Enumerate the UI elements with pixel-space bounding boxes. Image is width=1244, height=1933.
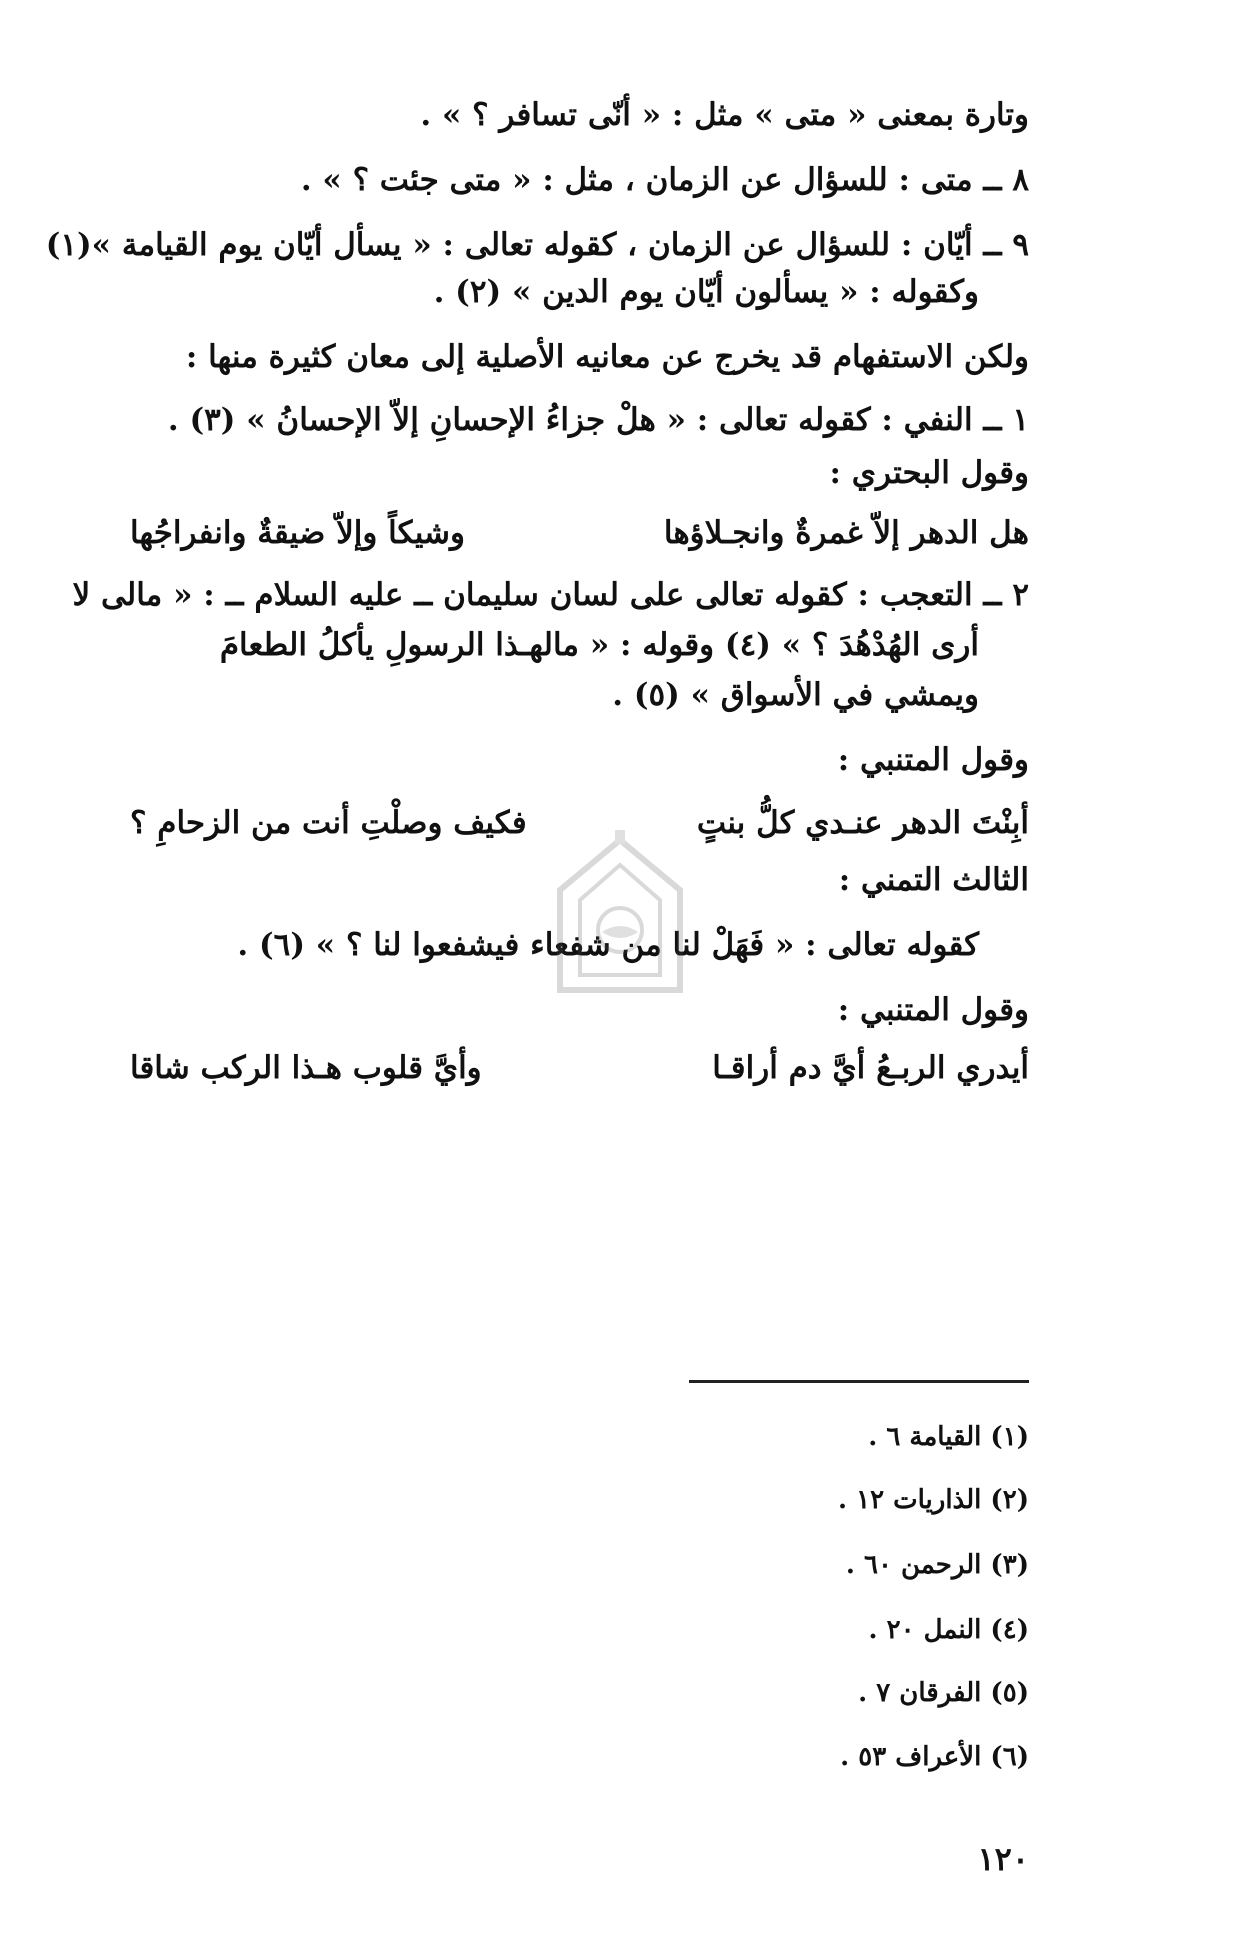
text-line: وقول المتنبي : [837,992,1029,1028]
footnote: (٢) الذاريات ١٢ . [838,1485,1029,1515]
footnote: (٤) النمل ٢٠ . [868,1615,1029,1645]
text-line: وقول البحتري : [829,455,1029,491]
text-line: ٢ ــ التعجب : كقوله تعالى على لسان سليمان ــ عليه السلام ــ : « مالى لا [72,577,1029,613]
text-line: ١ ــ النفي : كقوله تعالى : « هلْ جزاءُ الإحسانِ إلاّ الإحسانُ » (٣) . [167,402,1029,438]
text-line: ٩ ــ أيّان : للسؤال عن الزمان ، كقوله تعالى : « يسأل أيّان يوم القيامة »(١) [45,227,1029,263]
footnote: (١) القيامة ٦ . [868,1422,1029,1452]
footnote: (٣) الرحمن ٦٠ . [845,1550,1029,1580]
poem-verse [130,1050,1029,1086]
text-line: وكقوله : « يسألون أيّان يوم الدين » (٢) . [433,274,979,310]
section-heading: الثالث التمني : [838,862,1029,898]
footnote: (٥) الفرقان ٧ . [858,1678,1029,1708]
text-line: وقول المتنبي : [837,742,1029,778]
page-number: ١٢٠ [977,1840,1029,1878]
footnote: (٦) الأعراف ٥٣ . [840,1742,1029,1772]
text-line: ٨ ــ متى : للسؤال عن الزمان ، مثل : « متى جئت ؟ » . [300,162,1029,198]
footnote-divider [689,1380,1029,1383]
verse-hemistich: وشيكاً وإلاّ ضيقةٌ وانفراجُها [130,515,465,551]
verse-hemistich: هل الدهر إلاّ غمرةٌ وانجـلاؤها [663,515,1029,551]
library-seal-watermark-icon [520,820,720,1020]
text-line: ولكن الاستفهام قد يخرج عن معانيه الأصلية إلى معان كثيرة منها : [185,339,1029,375]
verse-hemistich: أيدري الربـعُ أيَّ دم أراقـا [712,1050,1029,1086]
verse-hemistich: أبِنْتَ الدهر عنـدي كلُّ بنتٍ [696,805,1029,841]
text-line: أرى الهُدْهُدَ ؟ » (٤) وقوله : « مالهـذا الرسولِ يأكلُ الطعامَ [219,627,979,663]
text-line: كقوله تعالى : « فَهَلْ لنا من شفعاء فيشفعوا لنا ؟ » (٦) . [237,927,979,963]
verse-hemistich: وأيَّ قلوب هـذا الركب شاقا [130,1050,482,1086]
poem-verse [130,515,1029,551]
text-line: وتارة بمعنى « متى » مثل : « أنّى تسافر ؟ » . [420,97,1029,133]
text-line: ويمشي في الأسواق » (٥) . [612,677,979,713]
verse-hemistich: فكيف وصلْتِ أنت من الزحامِ ؟ [130,805,527,841]
